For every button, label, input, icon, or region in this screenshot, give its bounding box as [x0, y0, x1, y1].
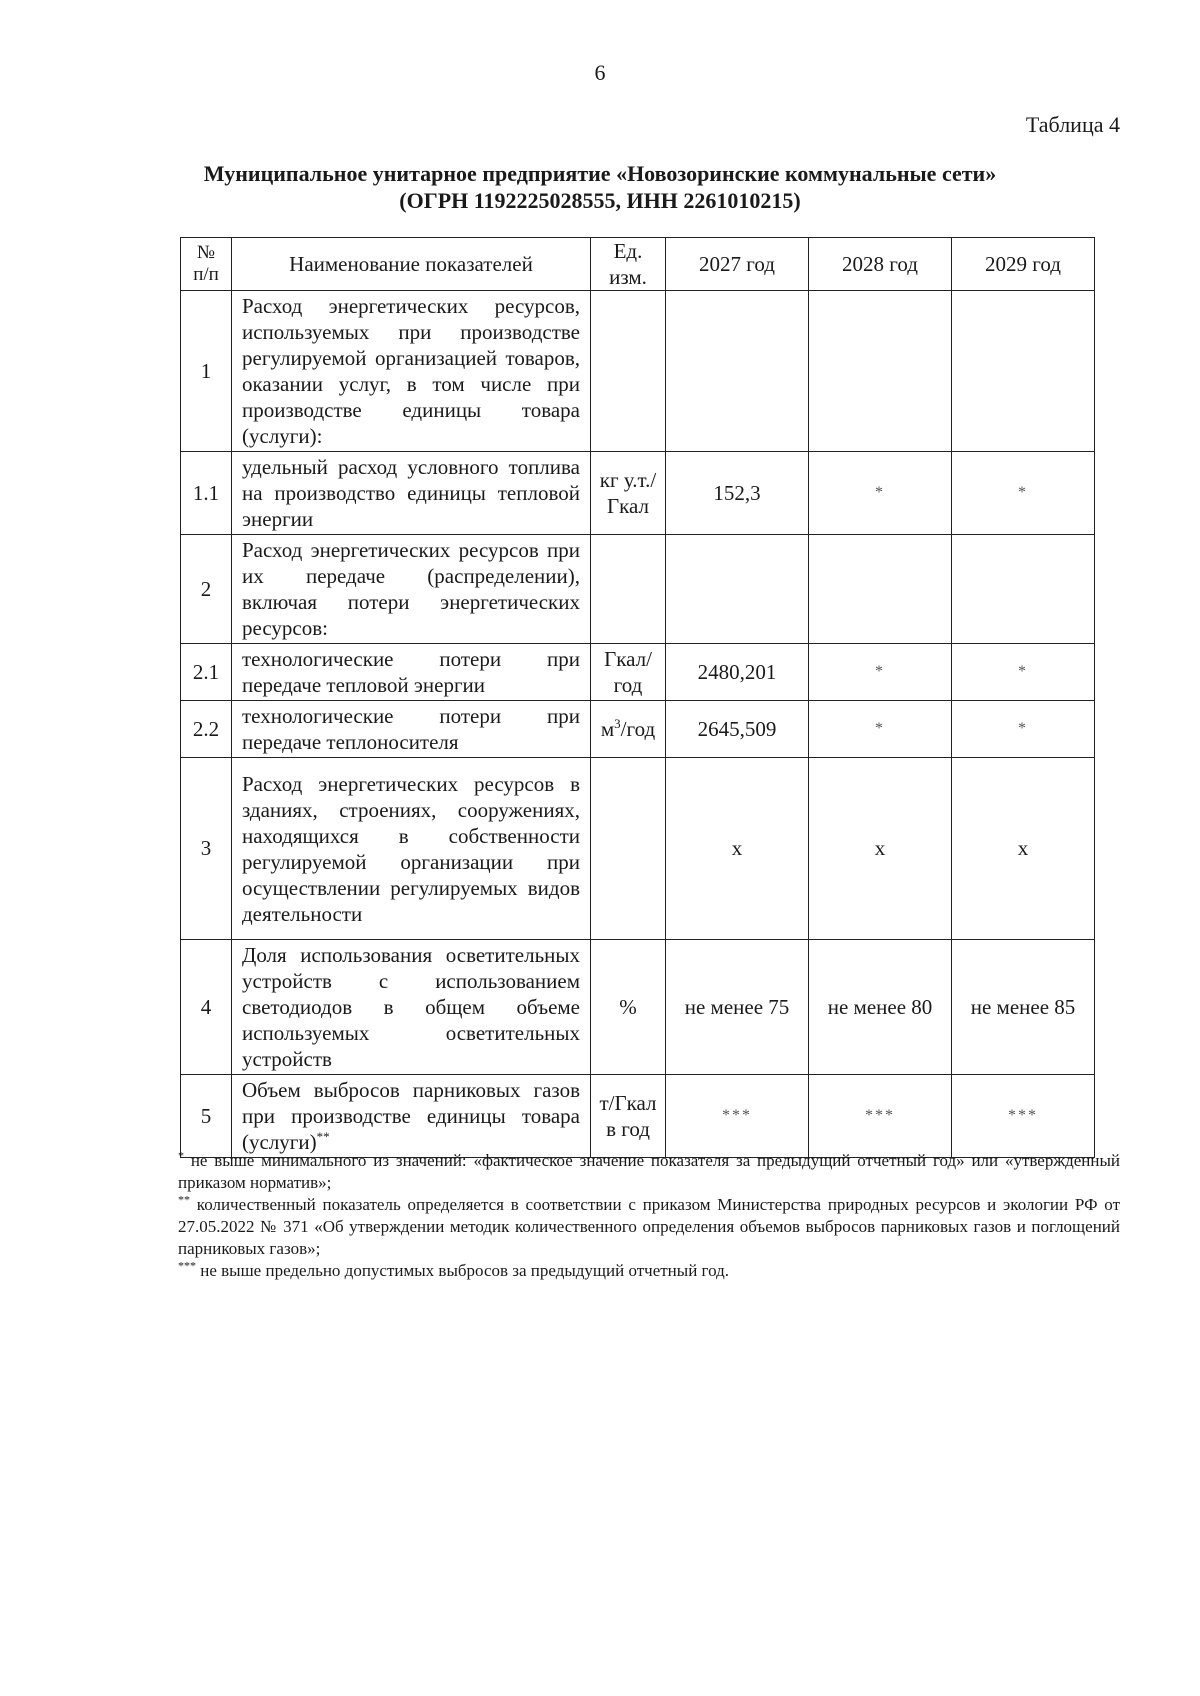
- row-unit-line2: в год: [606, 1117, 650, 1141]
- footnote-mark: **: [178, 1192, 190, 1207]
- table-header-row: [181, 238, 1095, 291]
- row-name: Расход энергетических ресурсов при их передаче (распределении), включая потери энергетических ресурсов:: [232, 535, 591, 644]
- footnote-text: не выше минимального из значений: «фактическое значение показателя за предыдущий отчетный год» или «утвержденный приказом норматив»;: [178, 1151, 1121, 1192]
- row-value-2027: x: [666, 758, 809, 940]
- row-value-2029: ***: [952, 1075, 1095, 1158]
- heading-registration: (ОГРН 1192225028555, ИНН 2261010215): [399, 188, 801, 213]
- row-value-2027: 152,3: [666, 452, 809, 535]
- row-unit-line2: Гкал: [606, 494, 649, 518]
- row-value-2029: не менее 85: [952, 940, 1095, 1075]
- row-unit-line1: т/Гкал: [599, 1091, 657, 1115]
- row-name: Доля использования осветительных устройств с использованием светодиодов в общем объеме используемых осветительных устройств: [232, 940, 591, 1075]
- footnote: [178, 1194, 1120, 1260]
- row-number: 2.2: [181, 701, 232, 758]
- document-heading: [0, 160, 1200, 214]
- footnote: [178, 1260, 1120, 1282]
- row-value-2028: *: [809, 701, 952, 758]
- header-name: Наименование показателей: [232, 238, 591, 291]
- row-value-2027: 2645,509: [666, 701, 809, 758]
- header-unit: [591, 238, 666, 291]
- row-name: [232, 1075, 591, 1158]
- row-value-2028: ***: [809, 1075, 952, 1158]
- table-row: [181, 940, 1095, 1075]
- row-name: технологические потери при передаче теплоносителя: [232, 701, 591, 758]
- row-unit: [591, 291, 666, 452]
- footnotes: [178, 1150, 1120, 1282]
- row-value-2028: [809, 535, 952, 644]
- table-row: [181, 535, 1095, 644]
- row-unit: [591, 644, 666, 701]
- row-value-2028: *: [809, 452, 952, 535]
- header-2028: 2028 год: [809, 238, 952, 291]
- row-number: 1: [181, 291, 232, 452]
- row-name: Расход энергетических ресурсов в зданиях, строениях, сооружениях, находящихся в собственности регулируемой организации при осуществлении регулируемых видов деятельности: [232, 758, 591, 940]
- row-value-2027: [666, 535, 809, 644]
- header-2029: 2029 год: [952, 238, 1095, 291]
- row-number: 4: [181, 940, 232, 1075]
- row-unit-line1: Гкал/: [604, 647, 652, 671]
- row-unit: [591, 940, 666, 1075]
- row-value-2029: *: [952, 452, 1095, 535]
- table-row: [181, 644, 1095, 701]
- footnote-marker: **: [316, 1129, 330, 1144]
- row-number: 1.1: [181, 452, 232, 535]
- table-label: Таблица 4: [1025, 112, 1120, 137]
- row-value-2029: *: [952, 701, 1095, 758]
- footnote-text: количественный показатель определяется в соответствии с приказом Министерства природных ресурсов и экологии РФ от 27.05.2022 № 371 «Об утверждении методик количественного определения объемов выбросов парниковых газов и поглощений парниковых газов»;: [178, 1195, 1120, 1258]
- header-2027: 2027 год: [666, 238, 809, 291]
- row-value-2027: не менее 75: [666, 940, 809, 1075]
- header-unit-line1: Ед.: [613, 239, 643, 263]
- row-unit: [591, 535, 666, 644]
- header-number-line2: п/п: [193, 264, 219, 285]
- row-unit: [591, 452, 666, 535]
- row-value-2027: ***: [666, 1075, 809, 1158]
- footnote-mark: ***: [178, 1258, 196, 1273]
- row-unit: [591, 758, 666, 940]
- row-value-2029: x: [952, 758, 1095, 940]
- row-value-2028: *: [809, 644, 952, 701]
- row-value-2029: [952, 535, 1095, 644]
- row-value-2028: [809, 291, 952, 452]
- row-unit-base: м: [600, 717, 615, 741]
- footnote-mark: *: [178, 1148, 184, 1163]
- footnote: [178, 1150, 1120, 1194]
- table-row: [181, 758, 1095, 940]
- row-value-2027: 2480,201: [666, 644, 809, 701]
- row-value-2027: [666, 291, 809, 452]
- row-name: Расход энергетических ресурсов, используемых при производстве регулируемой организацией товаров, оказании услуг, в том числе при производстве единицы товара (услуги):: [232, 291, 591, 452]
- row-value-2029: [952, 291, 1095, 452]
- row-number: 5: [181, 1075, 232, 1158]
- row-unit-line1: кг у.т./: [599, 468, 657, 492]
- header-number: [181, 238, 232, 291]
- row-unit: [591, 1075, 666, 1158]
- row-number: 2: [181, 535, 232, 644]
- header-unit-line2: изм.: [609, 265, 647, 289]
- row-name: технологические потери при передаче тепловой энергии: [232, 644, 591, 701]
- row-number: 2.1: [181, 644, 232, 701]
- row-unit-rest: /год: [620, 717, 656, 741]
- header-number-line1: №: [196, 242, 216, 263]
- indicators-table: [180, 237, 1095, 1158]
- footnote-text: не выше предельно допустимых выбросов за предыдущий отчетный год.: [200, 1261, 730, 1280]
- table-row: [181, 701, 1095, 758]
- heading-organization: Муниципальное унитарное предприятие «Новозоринские коммунальные сети»: [203, 161, 997, 186]
- row-unit-superscript: 3: [614, 716, 621, 731]
- row-number: 3: [181, 758, 232, 940]
- row-value-2028: не менее 80: [809, 940, 952, 1075]
- table-row: [181, 1075, 1095, 1158]
- row-value-2028: x: [809, 758, 952, 940]
- row-unit: [591, 701, 666, 758]
- row-value-2029: *: [952, 644, 1095, 701]
- row-unit-line2: год: [613, 673, 643, 697]
- page-number: 6: [594, 60, 606, 85]
- row-name-text: Объем выбросов парниковых газов при производстве единицы товара (услуги): [242, 1078, 580, 1154]
- row-unit-line1: %: [619, 995, 637, 1019]
- table-row: [181, 291, 1095, 452]
- table-row: [181, 452, 1095, 535]
- row-name: удельный расход условного топлива на производство единицы тепловой энергии: [232, 452, 591, 535]
